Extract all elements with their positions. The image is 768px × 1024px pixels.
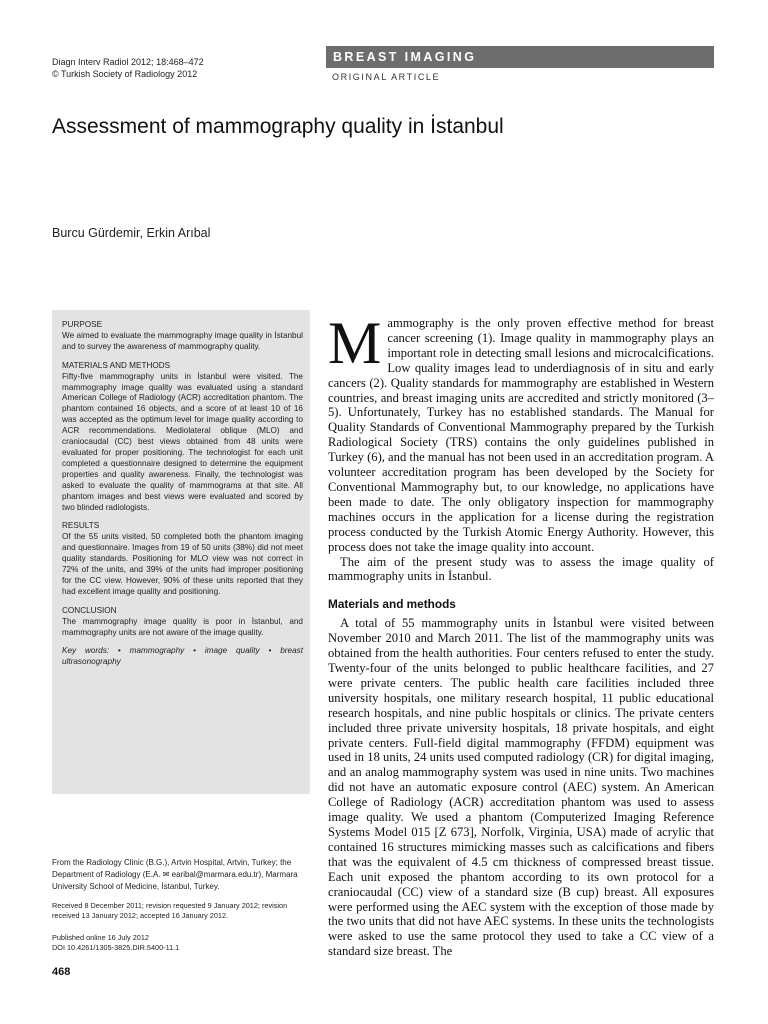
- purpose-heading: PURPOSE: [62, 320, 103, 329]
- drop-cap: M: [328, 310, 382, 376]
- page-number: 468: [52, 966, 71, 978]
- methods-heading: MATERIALS AND METHODS: [62, 360, 171, 370]
- affiliation: From the Radiology Clinic (B.G.), Artvin Hospital, Artvin, Turkey; the Department of Radiology (E.A. ✉ earibal@marmara.edu.tr), Marmara University School of Medicine, İstanbul, Turkey.: [52, 858, 298, 891]
- article-title: Assessment of mammography quality in İstanbul: [52, 115, 504, 138]
- keywords: Key words: • mammography • image quality • breast ultrasonography: [62, 646, 303, 667]
- journal-header: [52, 56, 204, 80]
- body-text: [328, 310, 715, 959]
- author-list: Burcu Gürdemir, Erkin Arıbal: [52, 226, 211, 240]
- abstract-box: [52, 310, 310, 794]
- conclusion-text: The mammography image quality is poor in İstanbul, and mammography units are not aware of the image quality.: [62, 616, 303, 637]
- intro-paragraph-1: [328, 310, 715, 555]
- results-heading: RESULTS: [62, 521, 100, 531]
- publication-info: [52, 933, 310, 952]
- doi: DOI 10.4261/1305-3825.DIR.5400-11.1: [52, 942, 180, 952]
- conclusion-heading: CONCLUSION: [62, 605, 117, 615]
- section-banner: [326, 46, 714, 68]
- abstract-content: [62, 320, 303, 676]
- published-online: Published online 16 July 2012: [52, 933, 149, 942]
- journal-citation: Diagn Interv Radiol 2012; 18:468–472: [52, 57, 204, 67]
- methods-paragraph-1: A total of 55 mammography units in İstanbul were visited between November 2010 and March 2011. The list of the mammography units was obtained from the health authorities. Four centers refused to enter the study. Twenty-four of the units belonged to public healthcare facilities, and 27 were private centers. The public health care facilities included three university hospitals, one military research hospital, 11 public educational research hospitals, and nine public hospitals or clinics. The private centers included three private university hospitals, 18 private hospitals, and eight private centers. Full-field digital mammography (FFDM) equipment was used in 18 units, 24 units used computed radiology (CR) for digital imaging, and an analog mammography system was used in nine units. Two machines did not have an automatic exposure control (AEC) system. An American College of Radiology (ACR) accreditation phantom was used to assess image quality. We used a phantom (Computerized Imaging Reference Systems Model 015 [Z 673], Norfolk, Virginia, USA) made of acrylic that contained 16 structures mimicking masses such as calcifications and fibers that was the equivalent of 4.5 cm thickness of compressed breast tissue. Each unit exposed the phantom according to its own protocol for a craniocaudal (CC) view of a standard size (B cup) breast. All exposures were performed using the AEC system with the exception of those made by the two units that did not have AEC systems. In these units the technologists were asked to use the same protocol they used to take a CC view of a standard size breast. The: [328, 616, 714, 959]
- methods-text: Fifty-five mammography units in İstanbul were visited. The mammography image quality was evaluated using a standard American College of Radiology (ACR) accreditation phantom. The phantom contained 16 objects, and a score of at least 10 of 16 was accepted as the optimum level for image quality according to ACR recommendations. Mediolateral oblique (MLO) and craniocaudal (CC) best views obtained from 48 units were evaluated for proper positioning. The technologist for each unit completed a questionnaire designed to determine the equipment properties and quality awareness. Finally, the technologist was asked to evaluate the quality of mammograms at that site. All phantom images and best views were evaluated and scored by two blinded radiologists.: [62, 371, 303, 512]
- copyright-line: © Turkish Society of Radiology 2012: [52, 69, 198, 79]
- section-label: BREAST IMAGING: [333, 50, 477, 64]
- results-text: Of the 55 units visited, 50 completed both the phantom imaging and questionnaire. Images from 19 of 50 units (38%) did not meet quality standards. Positioning for MLO view was not correct in 72% of the units, and 39% of the units had improper positioning for the CC view. However, 90% of these units reported that they had excellent image quality and positioning.: [62, 532, 303, 596]
- intro-paragraph-2: The aim of the present study was to assess the image quality of mammography units in İstanbul.: [328, 554, 714, 584]
- methods-section-heading: Materials and methods: [328, 597, 456, 612]
- purpose-text: We aimed to evaluate the mammography image quality in İstanbul and to survey the awareness of mammography quality.: [62, 330, 303, 351]
- intro-paragraph-1-text: ammography is the only proven effective method for breast cancer screening (1). Image quality in mammography plays an important role in detecting small lesions and microcalcifications. Low quality images lead to underdiagnosis of in situ and early cancers (2). Quality standards for mammography are established in Western countries, and breast imaging units are accredited and strictly monitored (3–5). Unfortunately, Turkey has no established standards. The Manual for Quality Standards of Conventional Mammography prepared by the Turkish Radiological Society (TRS) contains the only guidelines published in Turkey (6), and the manual has not been used in an accreditation program. A volunteer accreditation program has been developed by the Society for Conventional Mammography but, to our knowledge, no applications have been made to date. The only obligatory inspection for mammography machines occurs in the application for a license during the registration process conducted by the Turkish Atomic Energy Authority. However, this process does not take the image quality into account.: [328, 316, 715, 554]
- received-dates: Received 8 December 2011; revision requested 9 January 2012; revision received 13 January 2012; accepted 16 January 2012.: [52, 901, 288, 920]
- article-type: ORIGINAL ARTICLE: [332, 72, 441, 82]
